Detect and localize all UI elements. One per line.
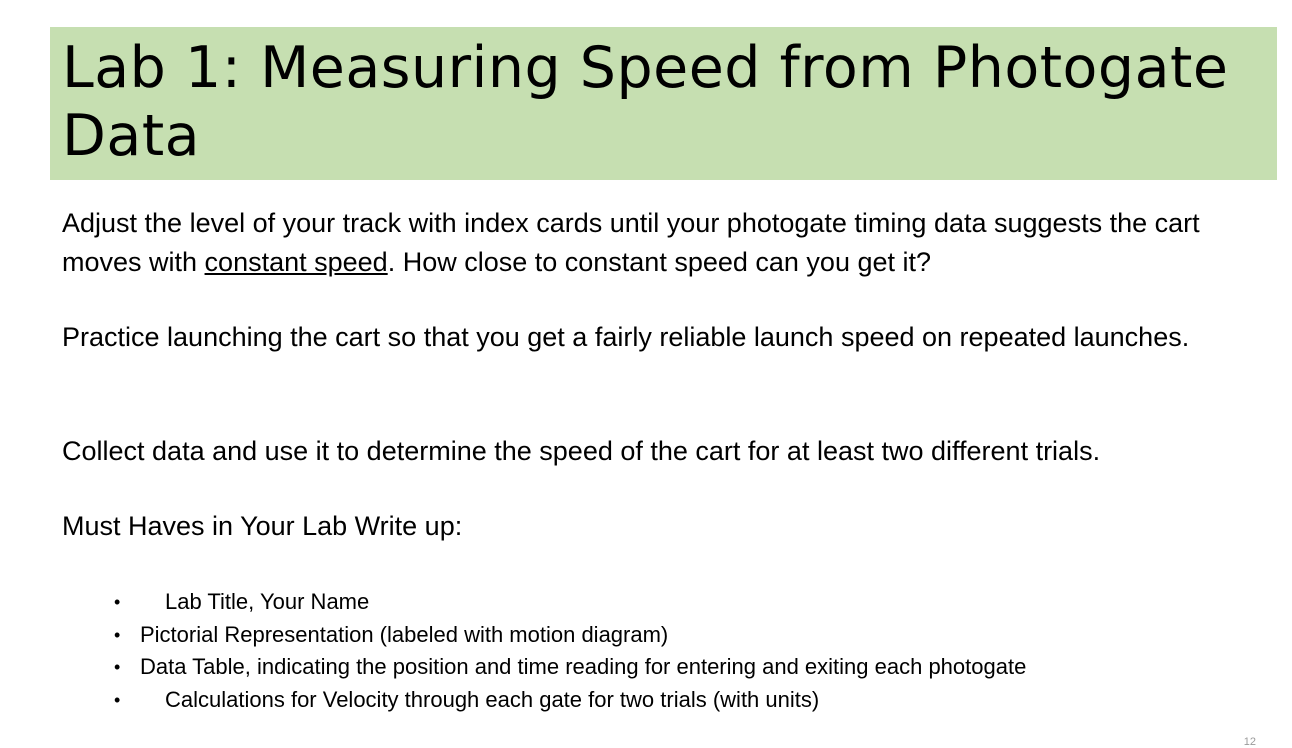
list-item-text: Calculations for Velocity through each gate for two trials (with units): [165, 686, 820, 712]
instruction-paragraph-2: Practice launching the cart so that you get a fairly reliable launch speed on repeated launches.: [62, 322, 1190, 352]
list-item-text: Pictorial Representation (labeled with motion diagram): [140, 621, 669, 647]
bullet-icon: •: [114, 657, 121, 677]
bullet-icon: •: [114, 624, 121, 645]
instruction-paragraph-1: [62, 204, 1277, 282]
paragraph-1-text: Adjust the level of your track with index cards until your photogate timing data suggests the cart moves with: [62, 208, 1200, 277]
list-item: [110, 651, 1026, 684]
instruction-paragraph-3: Collect data and use it to determine the speed of the cart for at least two different trials.: [62, 436, 1101, 466]
list-item: [110, 586, 1026, 619]
page-number: 12: [1243, 736, 1256, 748]
list-item-text: Data Table, indicating the position and time reading for entering and exiting each photogate: [140, 654, 1027, 679]
list-item: [110, 684, 1026, 717]
paragraph-1-text-end: . How close to constant speed can you get it?: [387, 247, 932, 277]
must-haves-list: [110, 586, 1026, 716]
bullet-icon: •: [114, 592, 121, 612]
list-item-text: Lab Title, Your Name: [165, 589, 370, 614]
must-haves-heading: Must Haves in Your Lab Write up:: [62, 511, 463, 541]
slide-title: Lab 1: Measuring Speed from Photogate Data: [62, 35, 1229, 169]
constant-speed-underlined: constant speed: [204, 247, 388, 277]
bullet-icon: •: [114, 689, 121, 710]
list-item: [110, 619, 1026, 652]
